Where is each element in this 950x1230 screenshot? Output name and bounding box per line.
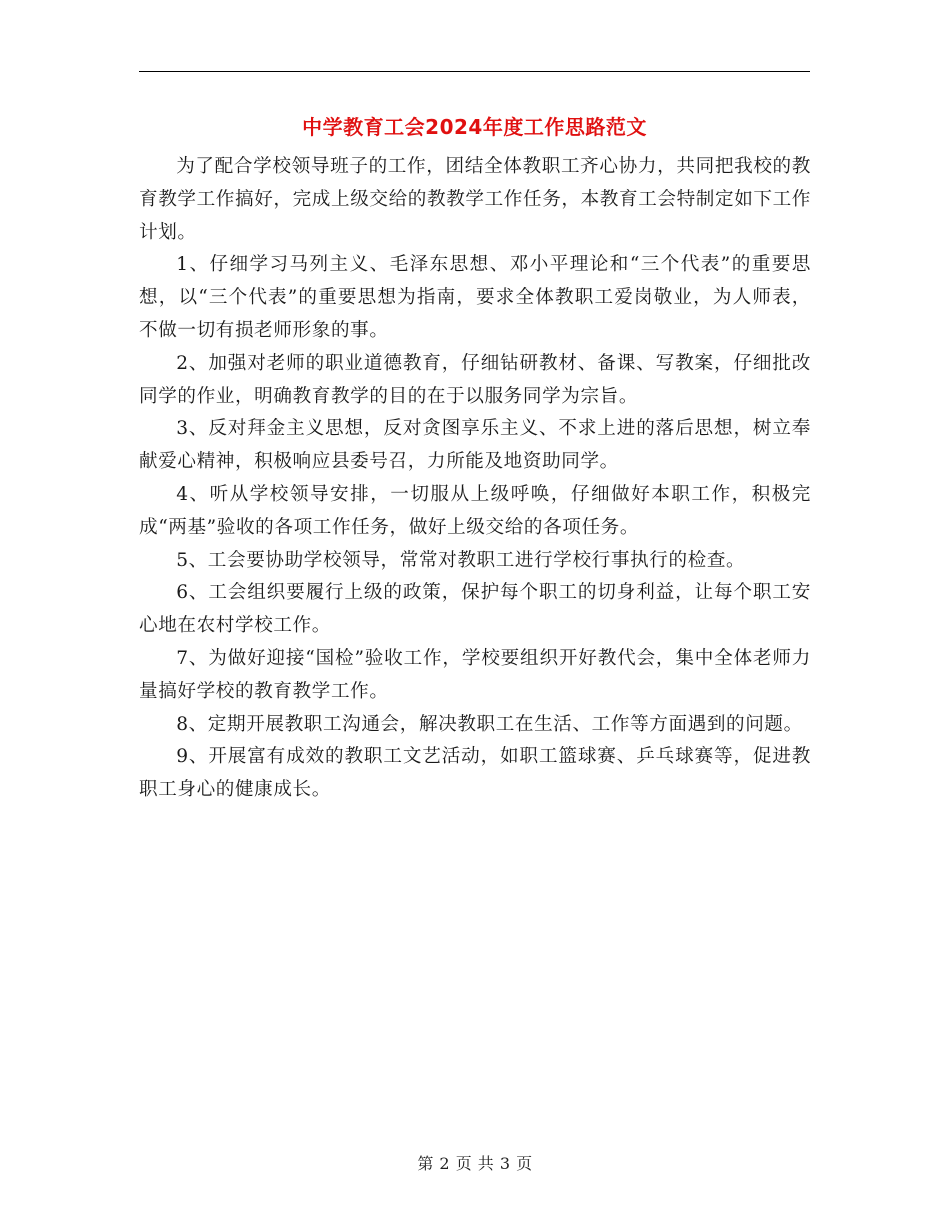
paragraph-item-6: 6、工会组织要履行上级的政策，保护每个职工的切身利益，让每个职工安心地在农村学校工作。 [139,582,811,637]
paragraph-item-4: 4、听从学校领导安排，一切服从上级呼唤，仔细做好本职工作，积极完成“两基”验收的各项工作任务，做好上级交给的各项任务。 [139,483,811,538]
document-title: 中学教育工会2024年度工作思路范文 [302,115,647,139]
paragraph-item-3: 3、反对拜金主义思想，反对贪图享乐主义、不求上进的落后思想，树立奉献爱心精神，积极响应县委号召，力所能及地资助同学。 [139,418,811,473]
document-body [139,151,811,807]
paragraph-item-7: 7、为做好迎接“国检”验收工作，学校要组织开好教代会，集中全体老师力量搞好学校的教育教学工作。 [139,647,811,702]
paragraph-intro: 为了配合学校领导班子的工作，团结全体教职工齐心协力，共同把我校的教育教学工作搞好，完成上级交给的教教学工作任务，本教育工会特制定如下工作计划。 [139,156,811,243]
header-rule [139,71,810,72]
paragraph-item-2: 2、加强对老师的职业道德教育，仔细钻研教材、备课、写教案，仔细批改同学的作业，明确教育教学的目的在于以服务同学为宗旨。 [139,352,811,407]
paragraph-item-5: 5、工会要协助学校领导，常常对教职工进行学校行事执行的检查。 [176,549,746,571]
paragraph-item-9: 9、开展富有成效的教职工文艺活动，如职工篮球赛、乒乓球赛等，促进教职工身心的健康成长。 [139,746,811,801]
page-number-footer: 第 2 页 共 3 页 [417,1154,533,1173]
paragraph-item-1: 1、仔细学习马列主义、毛泽东思想、邓小平理论和“三个代表”的重要思想，以“三个代表”的重要思想为指南，要求全体教职工爱岗敬业，为人师表，不做一切有损老师形象的事。 [139,254,811,341]
paragraph-item-8: 8、定期开展教职工沟通会，解决教职工在生活、工作等方面遇到的问题。 [176,713,803,735]
